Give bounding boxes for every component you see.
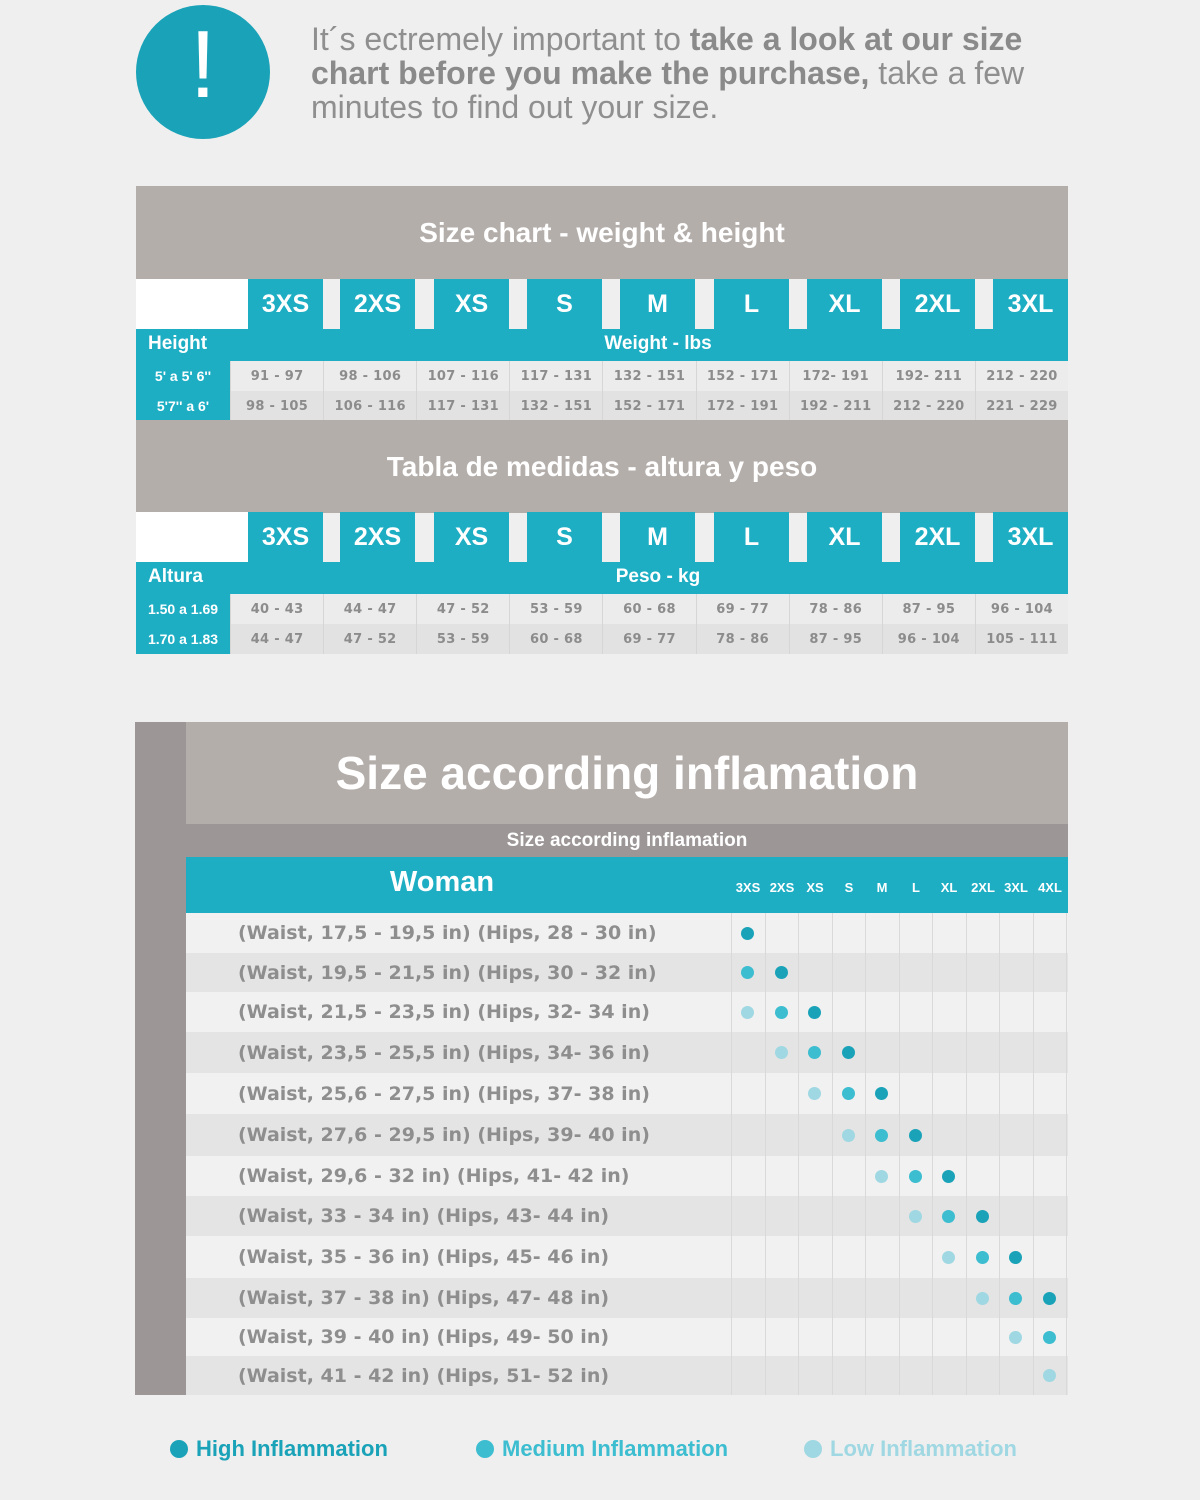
row-cells [230,361,1068,391]
column-divider [765,913,766,1395]
weight-label-row [136,329,1068,361]
size-header-xs: XS [434,279,509,329]
table-cell: 53 - 59 [509,594,602,624]
low-inflammation-dot [976,1292,989,1305]
legend-label: Low Inflammation [830,1436,1017,1461]
size-header-4xl: 4XL [1038,880,1062,895]
table-row [186,1156,1068,1196]
table-cell: 152 - 171 [696,361,789,391]
low-inflammation-dot [775,1046,788,1059]
exclamation-mark: ! [189,11,217,118]
inflamation-title: Size according inflamation [186,722,1068,824]
table-cell: 44 - 47 [323,594,416,624]
legend-item-medium [476,1436,728,1462]
table-cell: 212 - 220 [975,361,1068,391]
table-cell: 98 - 105 [230,391,323,421]
peso-label-row [136,562,1068,594]
measurement-label: (Waist, 23,5 - 25,5 in) (Hips, 34- 36 in) [238,1041,650,1064]
high-inflammation-dot [942,1170,955,1183]
size-header-s: S [844,880,854,895]
row-label: 5' a 5' 6'' [136,361,230,391]
size-header-m: M [620,512,695,562]
row-cells [230,594,1068,624]
table-row [186,1318,1068,1356]
table-cell: 78 - 86 [789,594,882,624]
low-inflammation-dot [942,1251,955,1264]
table-row [186,953,1068,992]
measurement-label: (Waist, 21,5 - 23,5 in) (Hips, 32- 34 in) [238,1001,650,1023]
altura-label: Altura [148,566,203,587]
table-row [186,1114,1068,1156]
row-cells [230,391,1068,421]
table-cell: 47 - 52 [416,594,509,624]
size-header-2xl: 2XL [900,279,975,329]
low-inflammation-dot [842,1129,855,1142]
measurement-label: (Waist, 39 - 40 in) (Hips, 49- 50 in) [238,1326,610,1348]
table-cell: 44 - 47 [230,624,323,654]
measurement-label: (Waist, 37 - 38 in) (Hips, 47- 48 in) [238,1287,610,1309]
size-header-row [136,512,1068,562]
table-row [186,1278,1068,1318]
column-divider [832,913,833,1395]
medium-inflammation-dot [842,1087,855,1100]
size-header-2xs: 2XS [769,880,795,895]
table-row [186,1236,1068,1278]
table-cell: 69 - 77 [602,624,695,654]
low-inflammation-dot [808,1087,821,1100]
table-cell: 60 - 68 [602,594,695,624]
low-legend-dot-icon [804,1440,822,1458]
size-chart-title: Size chart - weight & height [136,186,1068,279]
table-cell: 87 - 95 [882,594,975,624]
high-inflammation-dot [808,1006,821,1019]
measurement-label: (Waist, 29,6 - 32 in) (Hips, 41- 42 in) [238,1165,630,1187]
size-header-2xs: 2XS [340,512,415,562]
table-cell: 47 - 52 [323,624,416,654]
column-divider [966,913,967,1395]
size-header-l: L [714,279,789,329]
measurement-label: (Waist, 41 - 42 in) (Hips, 51- 52 in) [238,1364,610,1387]
size-header-xs: XS [806,880,824,895]
table-cell: 132 - 151 [509,391,602,421]
medium-inflammation-dot [909,1170,922,1183]
size-header-3xs: 3XS [248,279,323,329]
legend-label: High Inflammation [196,1436,388,1461]
size-header-3xl: 3XL [993,512,1068,562]
size-header-l: L [912,880,920,895]
size-header-2xs: 2XS [340,279,415,329]
row-cells [230,624,1068,654]
size-header-s: S [527,279,602,329]
medium-legend-dot-icon [476,1440,494,1458]
high-inflammation-dot [875,1087,888,1100]
table-cell: 96 - 104 [882,624,975,654]
table-cell: 107 - 116 [416,361,509,391]
size-header-xl: XL [807,279,882,329]
intro-bold: take a look at our size chart before you make the purchase, [311,21,1023,91]
size-header-3xl: 3XL [1004,880,1028,895]
tabla-medidas-title: Tabla de medidas - altura y peso [136,420,1068,513]
size-header-blank [136,279,248,329]
column-divider [798,913,799,1395]
table-cell: 172 - 191 [696,391,789,421]
table-cell: 106 - 116 [323,391,416,421]
table-row [136,594,1068,624]
medium-inflammation-dot [1043,1331,1056,1344]
column-divider [1066,913,1067,1395]
column-divider [1033,913,1034,1395]
size-header-blank [136,512,248,562]
high-inflammation-dot [1009,1251,1022,1264]
measurement-label: (Waist, 33 - 34 in) (Hips, 43- 44 in) [238,1205,610,1227]
size-header-xs: XS [434,512,509,562]
inflamation-subtitle: Size according inflamation [186,824,1068,857]
table-cell: 212 - 220 [882,391,975,421]
table-row [186,992,1068,1032]
table-cell: 78 - 86 [696,624,789,654]
weight-label: Weight - lbs [604,333,712,354]
column-divider [899,913,900,1395]
column-divider [999,913,1000,1395]
medium-inflammation-dot [1009,1292,1022,1305]
table-cell: 192- 211 [882,361,975,391]
size-header-m: M [620,279,695,329]
table-cell: 105 - 111 [975,624,1068,654]
table-cell: 192 - 211 [789,391,882,421]
table-row [186,913,1068,953]
low-inflammation-dot [909,1210,922,1223]
table-row [136,391,1068,421]
measurement-label: (Waist, 19,5 - 21,5 in) (Hips, 30 - 32 in) [238,961,657,984]
woman-label: Woman [389,866,495,898]
size-header-xl: XL [940,880,958,895]
table-cell: 60 - 68 [509,624,602,654]
size-header-l: L [714,512,789,562]
low-inflammation-dot [1009,1331,1022,1344]
column-divider [731,913,732,1395]
table-row [186,1356,1068,1395]
intro-text [311,22,1091,124]
size-header-3xs: 3XS [735,880,761,895]
table-row [186,1073,1068,1114]
table-cell: 98 - 106 [323,361,416,391]
high-inflammation-dot [741,927,754,940]
medium-inflammation-dot [875,1129,888,1142]
low-inflammation-dot [875,1170,888,1183]
column-divider [932,913,933,1395]
row-label: 5'7'' a 6' [136,391,230,421]
medium-inflammation-dot [741,966,754,979]
measurement-label: (Waist, 17,5 - 19,5 in) (Hips, 28 - 30 in) [238,922,657,944]
height-label: Height [148,333,208,354]
legend-item-low [804,1436,1017,1462]
high-inflammation-dot [842,1046,855,1059]
table-row [136,624,1068,654]
row-label: 1.70 a 1.83 [136,624,230,654]
size-header-xl: XL [807,512,882,562]
table-cell: 40 - 43 [230,594,323,624]
high-inflammation-dot [976,1210,989,1223]
legend-label: Medium Inflammation [502,1436,729,1461]
high-inflammation-dot [775,966,788,979]
size-header-3xl: 3XL [993,279,1068,329]
table-cell: 53 - 59 [416,624,509,654]
table-row [186,1196,1068,1236]
table-cell: 117 - 131 [509,361,602,391]
medium-inflammation-dot [775,1006,788,1019]
medium-inflammation-dot [976,1251,989,1264]
high-inflammation-dot [1043,1292,1056,1305]
intro-post: take a few minutes to find out your size. [311,55,1025,125]
peso-label: Peso - kg [615,566,701,587]
measurement-label: (Waist, 27,6 - 29,5 in) (Hips, 39- 40 in) [238,1124,650,1146]
table-cell: 152 - 171 [602,391,695,421]
measurement-label: (Waist, 25,6 - 27,5 in) (Hips, 37- 38 in) [238,1082,650,1105]
table-row [186,1032,1068,1073]
table-cell: 132 - 151 [602,361,695,391]
column-divider [865,913,866,1395]
medium-inflammation-dot [942,1210,955,1223]
low-inflammation-dot [741,1006,754,1019]
exclamation-icon [136,5,270,139]
table-row [136,361,1068,391]
size-header-m: M [876,880,888,895]
size-header-2xl: 2XL [900,512,975,562]
table-cell: 69 - 77 [696,594,789,624]
low-inflammation-dot [1043,1369,1056,1382]
intro-pre: It´s ectremely important to [311,21,690,57]
size-header-row [136,279,1068,329]
size-header-s: S [527,512,602,562]
table-cell: 91 - 97 [230,361,323,391]
high-inflammation-dot [909,1129,922,1142]
table-cell: 117 - 131 [416,391,509,421]
legend-item-high [170,1436,388,1462]
table-cell: 221 - 229 [975,391,1068,421]
size-header-2xl: 2XL [971,880,995,895]
medium-inflammation-dot [808,1046,821,1059]
table-cell: 172- 191 [789,361,882,391]
row-label: 1.50 a 1.69 [136,594,230,624]
high-legend-dot-icon [170,1440,188,1458]
table-cell: 96 - 104 [975,594,1068,624]
table-cell: 87 - 95 [789,624,882,654]
measurement-label: (Waist, 35 - 36 in) (Hips, 45- 46 in) [238,1246,610,1268]
size-header-3xs: 3XS [248,512,323,562]
